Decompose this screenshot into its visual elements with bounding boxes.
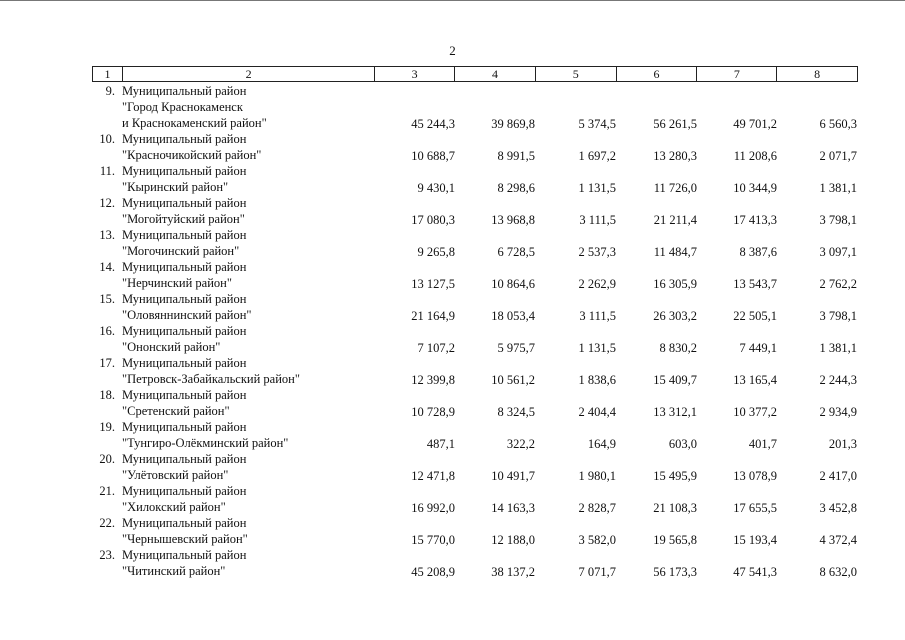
district-name-line: "Читинский район" bbox=[122, 564, 226, 578]
value-col-5: 2 404,4 bbox=[578, 405, 616, 419]
value-col-6: 13 312,1 bbox=[653, 405, 697, 419]
district-name bbox=[122, 323, 246, 355]
district-name bbox=[122, 419, 288, 451]
district-name-line: "Петровск-Забайкальский район" bbox=[122, 372, 300, 386]
value-col-8: 201,3 bbox=[828, 437, 857, 451]
district-name bbox=[122, 163, 246, 195]
value-col-7: 13 543,7 bbox=[733, 277, 777, 291]
district-name-line: и Краснокаменский район" bbox=[122, 116, 267, 130]
district-name-line: "Ононский район" bbox=[122, 340, 221, 354]
value-col-3: 12 471,8 bbox=[411, 469, 455, 483]
value-col-8: 6 560,3 bbox=[819, 117, 857, 131]
district-name-line: "Могойтуйский район" bbox=[122, 212, 245, 226]
value-col-5: 3 111,5 bbox=[579, 309, 616, 323]
row-number: 21. bbox=[99, 484, 115, 498]
district-name bbox=[122, 195, 246, 227]
page-number: 2 bbox=[449, 43, 456, 58]
value-col-6: 8 830,2 bbox=[659, 341, 697, 355]
district-name-line: Муниципальный район bbox=[122, 228, 247, 242]
value-col-6: 26 303,2 bbox=[653, 309, 697, 323]
value-col-8: 2 071,7 bbox=[819, 149, 857, 163]
row-number: 23. bbox=[99, 548, 115, 562]
district-name-line: "Сретенский район" bbox=[122, 404, 230, 418]
row-number: 12. bbox=[99, 196, 115, 210]
value-col-3: 10 688,7 bbox=[411, 149, 455, 163]
district-name-line: Муниципальный район bbox=[122, 324, 247, 338]
value-col-8: 3 798,1 bbox=[819, 309, 857, 323]
district-name-line: Муниципальный район bbox=[122, 164, 247, 178]
value-col-6: 16 305,9 bbox=[653, 277, 697, 291]
value-col-4: 10 864,6 bbox=[491, 277, 535, 291]
value-col-4: 5 975,7 bbox=[497, 341, 535, 355]
row-number: 10. bbox=[99, 132, 115, 146]
value-col-7: 8 387,6 bbox=[739, 245, 777, 259]
header-cell-4: 4 bbox=[455, 67, 536, 81]
district-name-line: "Тунгиро-Олёкминский район" bbox=[122, 436, 289, 450]
value-col-8: 2 244,3 bbox=[819, 373, 857, 387]
district-name bbox=[122, 483, 246, 515]
district-name-line: Муниципальный район bbox=[122, 132, 247, 146]
district-name-line: "Нерчинский район" bbox=[122, 276, 232, 290]
value-col-5: 5 374,5 bbox=[578, 117, 616, 131]
value-col-6: 19 565,8 bbox=[653, 533, 697, 547]
value-col-3: 45 208,9 bbox=[411, 565, 455, 579]
value-col-8: 8 632,0 bbox=[819, 565, 857, 579]
value-col-7: 15 193,4 bbox=[733, 533, 777, 547]
row-number: 16. bbox=[99, 324, 115, 338]
district-name bbox=[122, 355, 300, 387]
district-name bbox=[122, 547, 246, 579]
district-name-line: "Хилокский район" bbox=[122, 500, 226, 514]
header-cell-7: 7 bbox=[697, 67, 777, 81]
value-col-6: 21 108,3 bbox=[653, 501, 697, 515]
value-col-8: 3 452,8 bbox=[819, 501, 857, 515]
header-cell-8: 8 bbox=[814, 67, 821, 81]
value-col-3: 15 770,0 bbox=[411, 533, 455, 547]
district-name-line: Муниципальный район bbox=[122, 388, 247, 402]
value-col-5: 1 131,5 bbox=[578, 181, 616, 195]
row-number: 11. bbox=[99, 164, 115, 178]
district-name bbox=[122, 83, 267, 131]
row-number: 22. bbox=[99, 516, 115, 530]
value-col-8: 1 381,1 bbox=[819, 181, 857, 195]
district-name-line: "Улётовский район" bbox=[122, 468, 229, 482]
district-name bbox=[122, 131, 261, 163]
value-col-8: 2 417,0 bbox=[819, 469, 857, 483]
value-col-5: 3 582,0 bbox=[578, 533, 616, 547]
header-cell-2: 2 bbox=[123, 67, 375, 81]
value-col-7: 13 165,4 bbox=[733, 373, 777, 387]
district-name-line: Муниципальный район bbox=[122, 84, 247, 98]
district-name-line: "Красночикойский район" bbox=[122, 148, 262, 162]
value-col-5: 164,9 bbox=[587, 437, 616, 451]
value-col-6: 56 173,3 bbox=[653, 565, 697, 579]
value-col-7: 11 208,6 bbox=[733, 149, 777, 163]
row-number: 18. bbox=[99, 388, 115, 402]
district-name-line: Муниципальный район bbox=[122, 356, 247, 370]
value-col-7: 10 344,9 bbox=[733, 181, 777, 195]
value-col-5: 7 071,7 bbox=[578, 565, 616, 579]
value-col-4: 6 728,5 bbox=[497, 245, 535, 259]
value-col-3: 9 265,8 bbox=[417, 245, 455, 259]
district-name-line: Муниципальный район bbox=[122, 484, 247, 498]
district-name-line: Муниципальный район bbox=[122, 196, 247, 210]
value-col-3: 7 107,2 bbox=[417, 341, 455, 355]
value-col-7: 22 505,1 bbox=[733, 309, 777, 323]
value-col-6: 56 261,5 bbox=[653, 117, 697, 131]
district-name-line: Муниципальный район bbox=[122, 292, 247, 306]
value-col-5: 1 131,5 bbox=[578, 341, 616, 355]
value-col-7: 17 413,3 bbox=[733, 213, 777, 227]
value-col-5: 1 838,6 bbox=[578, 373, 616, 387]
value-col-5: 3 111,5 bbox=[579, 213, 616, 227]
value-col-3: 12 399,8 bbox=[411, 373, 455, 387]
value-col-4: 8 991,5 bbox=[497, 149, 535, 163]
value-col-4: 18 053,4 bbox=[491, 309, 535, 323]
row-number: 14. bbox=[99, 260, 115, 274]
header-cell-6: 6 bbox=[617, 67, 698, 81]
value-col-3: 10 728,9 bbox=[411, 405, 455, 419]
district-name bbox=[122, 451, 246, 483]
row-number: 9. bbox=[105, 84, 115, 98]
district-name-line: "Чернышевский район" bbox=[122, 532, 248, 546]
district-name-line: "Оловяннинский район" bbox=[122, 308, 252, 322]
value-col-8: 3 798,1 bbox=[819, 213, 857, 227]
value-col-6: 11 726,0 bbox=[653, 181, 697, 195]
district-name-line: "Кыринский район" bbox=[122, 180, 229, 194]
district-name bbox=[122, 227, 246, 259]
value-col-5: 2 262,9 bbox=[578, 277, 616, 291]
value-col-3: 16 992,0 bbox=[411, 501, 455, 515]
value-col-6: 11 484,7 bbox=[653, 245, 697, 259]
value-col-3: 21 164,9 bbox=[411, 309, 455, 323]
value-col-3: 487,1 bbox=[426, 437, 455, 451]
value-col-8: 3 097,1 bbox=[819, 245, 857, 259]
value-col-7: 17 655,5 bbox=[733, 501, 777, 515]
value-col-4: 10 561,2 bbox=[491, 373, 535, 387]
district-name-line: Муниципальный район bbox=[122, 452, 247, 466]
value-col-7: 13 078,9 bbox=[733, 469, 777, 483]
header-cell-3: 3 bbox=[375, 67, 455, 81]
row-number: 15. bbox=[99, 292, 115, 306]
value-col-4: 14 163,3 bbox=[491, 501, 535, 515]
value-col-5: 2 537,3 bbox=[578, 245, 616, 259]
value-col-8: 1 381,1 bbox=[819, 341, 857, 355]
value-col-8: 4 372,4 bbox=[819, 533, 857, 547]
header-cell-5: 5 bbox=[536, 67, 617, 81]
top-rule bbox=[0, 0, 905, 1]
value-col-6: 603,0 bbox=[668, 437, 697, 451]
value-col-4: 322,2 bbox=[506, 437, 535, 451]
table-header-row bbox=[92, 66, 858, 82]
row-number: 17. bbox=[99, 356, 115, 370]
value-col-6: 15 495,9 bbox=[653, 469, 697, 483]
district-name-line: Муниципальный район bbox=[122, 420, 247, 434]
district-name bbox=[122, 387, 246, 419]
value-col-6: 15 409,7 bbox=[653, 373, 697, 387]
value-col-3: 17 080,3 bbox=[411, 213, 455, 227]
header-cell-1: 1 bbox=[93, 67, 123, 81]
district-name bbox=[122, 515, 248, 547]
value-col-4: 13 968,8 bbox=[491, 213, 535, 227]
district-name-line: "Могочинский район" bbox=[122, 244, 240, 258]
value-col-8: 2 762,2 bbox=[819, 277, 857, 291]
value-col-7: 10 377,2 bbox=[733, 405, 777, 419]
value-col-4: 10 491,7 bbox=[491, 469, 535, 483]
row-number: 19. bbox=[99, 420, 115, 434]
district-name-line: "Город Краснокаменск bbox=[122, 100, 243, 114]
value-col-3: 45 244,3 bbox=[411, 117, 455, 131]
district-name-line: Муниципальный район bbox=[122, 548, 247, 562]
district-name-line: Муниципальный район bbox=[122, 516, 247, 530]
row-number: 13. bbox=[99, 228, 115, 242]
value-col-7: 7 449,1 bbox=[739, 341, 777, 355]
value-col-6: 21 211,4 bbox=[653, 213, 697, 227]
row-number: 20. bbox=[99, 452, 115, 466]
value-col-6: 13 280,3 bbox=[653, 149, 697, 163]
value-col-7: 49 701,2 bbox=[733, 117, 777, 131]
value-col-3: 13 127,5 bbox=[411, 277, 455, 291]
value-col-7: 47 541,3 bbox=[733, 565, 777, 579]
value-col-3: 9 430,1 bbox=[417, 181, 455, 195]
value-col-5: 2 828,7 bbox=[578, 501, 616, 515]
value-col-7: 401,7 bbox=[748, 437, 777, 451]
district-name-line: Муниципальный район bbox=[122, 260, 247, 274]
value-col-4: 8 298,6 bbox=[497, 181, 535, 195]
value-col-4: 38 137,2 bbox=[491, 565, 535, 579]
value-col-4: 12 188,0 bbox=[491, 533, 535, 547]
value-col-8: 2 934,9 bbox=[819, 405, 857, 419]
district-name bbox=[122, 259, 246, 291]
value-col-4: 8 324,5 bbox=[497, 405, 535, 419]
value-col-4: 39 869,8 bbox=[491, 117, 535, 131]
district-name bbox=[122, 291, 252, 323]
value-col-5: 1 697,2 bbox=[578, 149, 616, 163]
value-col-5: 1 980,1 bbox=[578, 469, 616, 483]
